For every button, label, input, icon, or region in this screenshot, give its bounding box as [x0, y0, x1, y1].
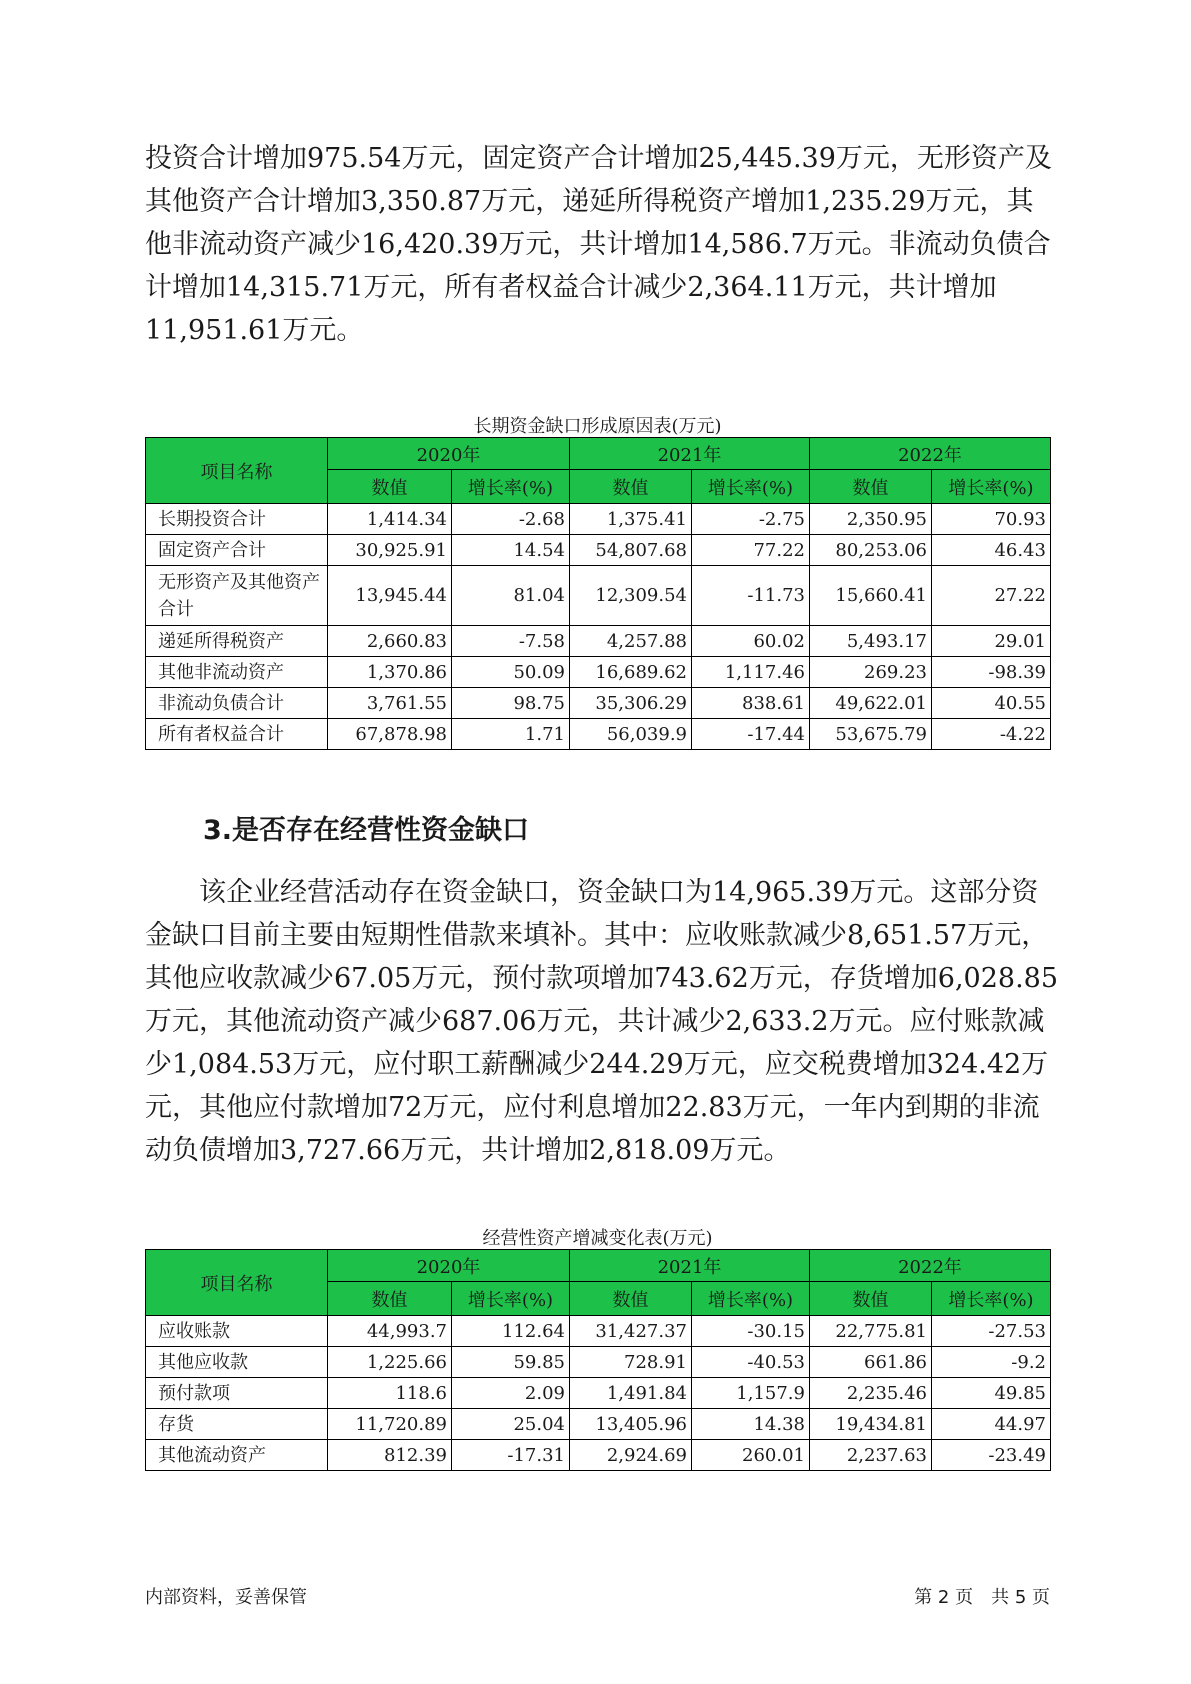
table-row [146, 1347, 1051, 1378]
row-item-name: 非流动负债合计 [146, 688, 328, 719]
cell-growth-rate: -4.22 [932, 719, 1051, 750]
cell-growth-rate: 2.09 [452, 1378, 570, 1409]
header-growth-rate: 增长率(%) [692, 1282, 810, 1316]
cell-value: 13,405.96 [570, 1409, 692, 1440]
cell-value: 49,622.01 [810, 688, 932, 719]
cell-value: 2,237.63 [810, 1440, 932, 1471]
cell-growth-rate: 98.75 [452, 688, 570, 719]
header-growth-rate: 增长率(%) [452, 1282, 570, 1316]
cell-growth-rate: 14.38 [692, 1409, 810, 1440]
cell-growth-rate: 50.09 [452, 657, 570, 688]
cell-growth-rate: 29.01 [932, 626, 1051, 657]
cell-growth-rate: 60.02 [692, 626, 810, 657]
cell-growth-rate: 1,117.46 [692, 657, 810, 688]
row-item-name: 其他流动资产 [146, 1440, 328, 1471]
table-row [146, 535, 1051, 566]
table-row [146, 1378, 1051, 1409]
cell-value: 3,761.55 [328, 688, 452, 719]
cell-value: 812.39 [328, 1440, 452, 1471]
header-item-name: 项目名称 [146, 1250, 328, 1316]
cell-value: 1,375.41 [570, 504, 692, 535]
cell-value: 53,675.79 [810, 719, 932, 750]
cell-value: 269.23 [810, 657, 932, 688]
cell-value: 2,924.69 [570, 1440, 692, 1471]
cell-value: 22,775.81 [810, 1316, 932, 1347]
cell-growth-rate: 112.64 [452, 1316, 570, 1347]
cell-growth-rate: -11.73 [692, 566, 810, 626]
header-value: 数值 [570, 470, 692, 504]
paragraph-line: 金缺口目前主要由短期性借款来填补。其中：应收账款减少8,651.57万元， [145, 920, 1049, 951]
table-row [146, 688, 1051, 719]
cell-growth-rate: 40.55 [932, 688, 1051, 719]
cell-growth-rate: 81.04 [452, 566, 570, 626]
cell-value: 30,925.91 [328, 535, 452, 566]
header-value: 数值 [810, 1282, 932, 1316]
paragraph-line: 万元，其他流动资产减少687.06万元，共计减少2,633.2万元。应付账款减 [145, 1006, 1045, 1037]
header-year: 2022年 [810, 1250, 1051, 1282]
table-row [146, 1440, 1051, 1471]
header-year: 2020年 [328, 438, 570, 470]
header-value: 数值 [810, 470, 932, 504]
footer-confidential-note: 内部资料，妥善保管 [145, 1587, 307, 1608]
cell-growth-rate: 70.93 [932, 504, 1051, 535]
cell-value: 118.6 [328, 1378, 452, 1409]
row-item-name: 所有者权益合计 [146, 719, 328, 750]
header-growth-rate: 增长率(%) [932, 1282, 1051, 1316]
cell-value: 2,350.95 [810, 504, 932, 535]
table-row [146, 657, 1051, 688]
header-year: 2022年 [810, 438, 1051, 470]
cell-growth-rate: 77.22 [692, 535, 810, 566]
table-row [146, 1316, 1051, 1347]
cell-growth-rate: -2.68 [452, 504, 570, 535]
row-item-name: 无形资产及其他资产合计 [146, 566, 328, 626]
cell-growth-rate: -17.44 [692, 719, 810, 750]
cell-value: 2,660.83 [328, 626, 452, 657]
cell-growth-rate: -9.2 [932, 1347, 1051, 1378]
cell-value: 16,689.62 [570, 657, 692, 688]
table-row [146, 504, 1051, 535]
cell-growth-rate: 44.97 [932, 1409, 1051, 1440]
header-growth-rate: 增长率(%) [692, 470, 810, 504]
paragraph-line: 少1,084.53万元，应付职工薪酬减少244.29万元，应交税费增加324.42万 [145, 1049, 1049, 1080]
cell-growth-rate: 1,157.9 [692, 1378, 810, 1409]
cell-growth-rate: 27.22 [932, 566, 1051, 626]
header-item-name: 项目名称 [146, 438, 328, 504]
row-item-name: 存货 [146, 1409, 328, 1440]
cell-value: 15,660.41 [810, 566, 932, 626]
row-item-name: 其他应收款 [146, 1347, 328, 1378]
row-item-name: 应收账款 [146, 1316, 328, 1347]
operating-assets-table [145, 1249, 1051, 1471]
paragraph-line: 投资合计增加975.54万元，固定资产合计增加25,445.39万元，无形资产及 [145, 143, 1052, 174]
cell-value: 13,945.44 [328, 566, 452, 626]
row-item-name: 长期投资合计 [146, 504, 328, 535]
table-row [146, 626, 1051, 657]
paragraph-long-term-summary [145, 137, 1050, 352]
paragraph-line: 11,951.61万元。 [145, 315, 364, 346]
header-year: 2020年 [328, 1250, 570, 1282]
long-term-gap-table [145, 437, 1051, 750]
paragraph-line: 动负债增加3,727.66万元，共计增加2,818.09万元。 [145, 1135, 791, 1166]
cell-value: 5,493.17 [810, 626, 932, 657]
footer-page-number: 第 2 页 共 5 页 [914, 1587, 1050, 1608]
table-row [146, 566, 1051, 626]
table-caption-long-term: 长期资金缺口形成原因表(万元) [473, 416, 722, 437]
paragraph-line: 其他应收款减少67.05万元，预付款项增加743.62万元，存货增加6,028.85 [145, 963, 1059, 994]
row-item-name: 固定资产合计 [146, 535, 328, 566]
cell-growth-rate: -17.31 [452, 1440, 570, 1471]
cell-growth-rate: 260.01 [692, 1440, 810, 1471]
cell-value: 35,306.29 [570, 688, 692, 719]
cell-value: 44,993.7 [328, 1316, 452, 1347]
section-heading: 3.是否存在经营性资金缺口 [203, 815, 530, 846]
table-row [146, 1409, 1051, 1440]
header-growth-rate: 增长率(%) [932, 470, 1051, 504]
cell-value: 661.86 [810, 1347, 932, 1378]
cell-value: 12,309.54 [570, 566, 692, 626]
cell-value: 11,720.89 [328, 1409, 452, 1440]
table-row [146, 719, 1051, 750]
cell-value: 2,235.46 [810, 1378, 932, 1409]
paragraph-line: 其他资产合计增加3,350.87万元，递延所得税资产增加1,235.29万元，其 [145, 186, 1034, 217]
cell-growth-rate: 49.85 [932, 1378, 1051, 1409]
cell-value: 4,257.88 [570, 626, 692, 657]
cell-growth-rate: 59.85 [452, 1347, 570, 1378]
cell-value: 1,370.86 [328, 657, 452, 688]
cell-growth-rate: 25.04 [452, 1409, 570, 1440]
header-growth-rate: 增长率(%) [452, 470, 570, 504]
paragraph-line: 该企业经营活动存在资金缺口，资金缺口为14,965.39万元。这部分资 [145, 877, 1039, 908]
cell-growth-rate: -40.53 [692, 1347, 810, 1378]
paragraph-line: 元，其他应付款增加72万元，应付利息增加22.83万元，一年内到期的非流 [145, 1092, 1040, 1123]
cell-growth-rate: -27.53 [932, 1316, 1051, 1347]
cell-value: 1,414.34 [328, 504, 452, 535]
header-year: 2021年 [570, 1250, 810, 1282]
header-value: 数值 [328, 470, 452, 504]
header-value: 数值 [328, 1282, 452, 1316]
cell-value: 67,878.98 [328, 719, 452, 750]
cell-growth-rate: 14.54 [452, 535, 570, 566]
cell-growth-rate: -2.75 [692, 504, 810, 535]
header-value: 数值 [570, 1282, 692, 1316]
row-item-name: 预付款项 [146, 1378, 328, 1409]
row-item-name: 其他非流动资产 [146, 657, 328, 688]
paragraph-line: 计增加14,315.71万元，所有者权益合计减少2,364.11万元，共计增加 [145, 272, 997, 303]
cell-value: 54,807.68 [570, 535, 692, 566]
cell-value: 31,427.37 [570, 1316, 692, 1347]
cell-value: 56,039.9 [570, 719, 692, 750]
cell-growth-rate: -30.15 [692, 1316, 810, 1347]
header-year: 2021年 [570, 438, 810, 470]
cell-value: 19,434.81 [810, 1409, 932, 1440]
cell-value: 728.91 [570, 1347, 692, 1378]
cell-growth-rate: 838.61 [692, 688, 810, 719]
cell-growth-rate: -23.49 [932, 1440, 1051, 1471]
cell-value: 1,225.66 [328, 1347, 452, 1378]
cell-value: 1,491.84 [570, 1378, 692, 1409]
row-item-name: 递延所得税资产 [146, 626, 328, 657]
table-caption-operating: 经营性资产增减变化表(万元) [482, 1228, 713, 1249]
cell-value: 80,253.06 [810, 535, 932, 566]
cell-growth-rate: -7.58 [452, 626, 570, 657]
cell-growth-rate: 1.71 [452, 719, 570, 750]
paragraph-operating-gap [145, 871, 1059, 1172]
cell-growth-rate: 46.43 [932, 535, 1051, 566]
cell-growth-rate: -98.39 [932, 657, 1051, 688]
paragraph-line: 他非流动资产减少16,420.39万元，共计增加14,586.7万元。非流动负债合 [145, 229, 1051, 260]
